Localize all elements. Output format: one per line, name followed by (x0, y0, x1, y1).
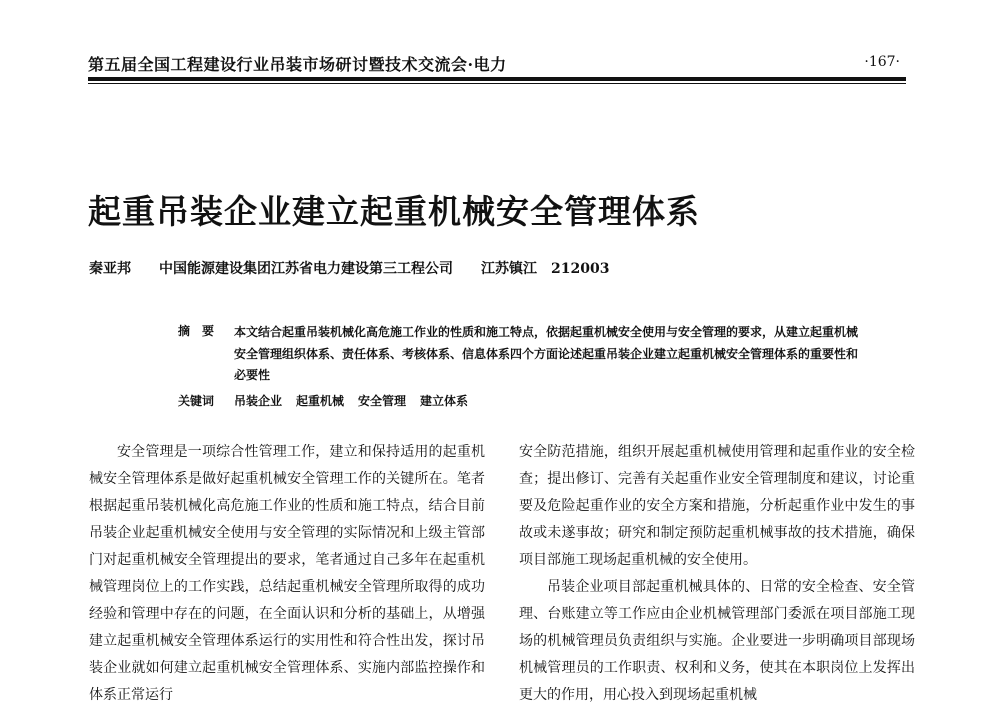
body-column-left (89, 439, 485, 709)
abstract-label: 摘 要 (178, 324, 215, 338)
running-header (88, 52, 906, 74)
body-paragraph: 安全防范措施，组织开展起重机械使用管理和起重作业的安全检查；提出修订、完善有关起重作业安全管理制度和建议，讨论重要及危险起重作业的安全方案和措施，分析起重作业中发生的事故或未遂事故；研究和制定预防起重机械事故的技术措施，确保项目部施工现场起重机械的安全使用。 (519, 444, 915, 568)
body-paragraph: 吊装企业项目部起重机械具体的、日常的安全检查、安全管理、台账建立等工作应由企业机械管理部门委派在项目部施工现场的机械管理员负责组织与实施。企业要进一步明确项目部现场机械管理员的工作职责、权利和义务，使其在本职岗位上发挥出更大的作用，用心投入到现场起重机械 (519, 579, 915, 703)
author-organization: 中国能源建设集团江苏省电力建设第三工程公司 (159, 261, 453, 277)
keyword: 吊装企业 (234, 394, 283, 408)
abstract-text: 本文结合起重吊装机械化高危施工作业的性质和施工特点，依据起重机械安全使用与安全管理的要求，从建立起重机械安全管理组织体系、责任体系、考核体系、信息体系四个方面论述起重吊装企业建立起重机械安全管理体系的重要性和必要性 (234, 325, 859, 382)
keyword: 安全管理 (358, 394, 407, 408)
body-paragraph: 安全管理是一项综合性管理工作，建立和保持适用的起重机械安全管理体系是做好起重机械安全管理工作的关键所在。笔者根据起重吊装机械化高危施工作业的性质和施工特点，结合目前吊装企业起重机械安全使用与安全管理的实际情况和上级主管部门对起重机械安全管理提出的要求，笔者通过自己多年在起重机械管理岗位上的工作实践，总结起重机械安全管理所取得的成功经验和管理中存在的问题，在全面认识和分析的基础上，从增强建立起重机械安全管理体系运行的实用性和符合性出发，探讨吊装企业就如何建立起重机械安全管理体系、实施内部监控操作和体系正常运行 (89, 444, 485, 703)
author-zip: 212003 (551, 261, 610, 277)
header-rule-thick (88, 77, 906, 81)
keyword: 起重机械 (296, 394, 345, 408)
body-column-right (519, 439, 915, 709)
author-name: 秦亚邦 (89, 261, 131, 277)
page-number: ·167· (864, 54, 900, 70)
keywords-label: 关键词 (178, 394, 215, 408)
author-city: 江苏镇江 (481, 261, 537, 277)
article-title: 起重吊装企业建立起重机械安全管理体系 (88, 192, 700, 231)
keywords (178, 392, 482, 409)
header-rule-thin (88, 83, 906, 84)
author-line (89, 258, 609, 278)
journal-title: 第五届全国工程建设行业吊装市场研讨暨技术交流会·电力 (88, 55, 507, 74)
keyword: 建立体系 (420, 394, 469, 408)
